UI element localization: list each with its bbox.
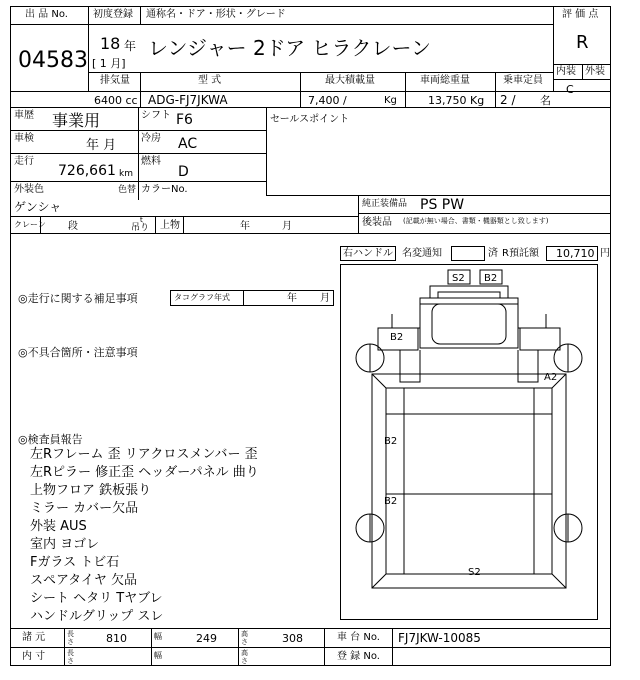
- capacity-label: 乗車定員: [503, 75, 543, 86]
- model-value: ADG-FJ7JKWA: [148, 93, 228, 107]
- equipment-value: PS PW: [420, 197, 465, 213]
- car-name: レンジャー 2ドア ヒラクレーン: [148, 36, 432, 60]
- model-label: 型 式: [198, 75, 222, 86]
- first-reg-year: 18: [100, 34, 121, 53]
- capacity-value: 2 /: [500, 93, 516, 107]
- gross-weight-label: 車両総重量: [420, 75, 470, 86]
- fuel-value: D: [178, 164, 189, 180]
- mileage-value: 726,661: [58, 163, 116, 179]
- displacement-value: 6400 cc: [94, 94, 138, 107]
- driving-notes-label: ◎走行に関する補足事項: [18, 292, 138, 305]
- dimensions-label: 諸 元: [22, 632, 46, 643]
- report-line: 外装 AUS: [30, 519, 87, 534]
- report-line: Fガラス トビ石: [30, 555, 120, 570]
- upper-year-unit: 年: [240, 221, 250, 232]
- car-name-label: 通称名・ドア・形状・グレード: [146, 9, 286, 20]
- name-change-label: 名変通知: [402, 248, 442, 259]
- inner-height-label: 高さ: [241, 649, 248, 665]
- displacement-label: 排気量: [100, 75, 130, 86]
- report-line: 左Rピラー 修正歪 ヘッダーパネル 曲り: [30, 465, 259, 480]
- tachograph-year-unit: 年: [287, 293, 297, 304]
- aftermarket-label: 後装品: [362, 217, 392, 228]
- ac-label: 冷房: [141, 133, 161, 144]
- damage-mark: B2: [384, 436, 398, 447]
- shift-value: F6: [176, 112, 193, 128]
- height-value: 308: [282, 632, 303, 645]
- length-value: 810: [106, 632, 127, 645]
- damage-mark: B2: [484, 273, 498, 284]
- recycle-amount: 10,710: [556, 247, 595, 260]
- sales-point-label: セールスポイント: [270, 114, 350, 125]
- inspection-value: 年 月: [86, 138, 117, 153]
- interior-grade: C: [566, 83, 574, 96]
- interior-grade-label: 内装: [556, 66, 576, 77]
- color-label: 外装色: [14, 184, 44, 195]
- chassis-number: FJ7JKW-10085: [398, 631, 481, 645]
- inspector-report-label: ◎検査員報告: [18, 433, 83, 446]
- report-line: ミラー カバー欠品: [30, 501, 139, 516]
- inner-width-label: 幅: [154, 651, 162, 660]
- color-value: ゲンシャ: [14, 200, 62, 214]
- name-change-done: 済: [488, 248, 498, 259]
- tachograph-month-unit: 月: [320, 293, 330, 304]
- recycle-unit: 円: [600, 248, 610, 259]
- mileage-unit: km: [119, 169, 133, 179]
- damage-mark: S2: [468, 567, 481, 578]
- crane-label: クレーン: [14, 220, 46, 229]
- defects-label: ◎不具合箇所・注意事項: [18, 346, 138, 359]
- grade-label: 評 価 点: [562, 9, 599, 20]
- report-line: 室内 ヨゴレ: [30, 537, 100, 552]
- damage-mark: A2: [544, 372, 558, 383]
- damage-mark: B2: [390, 332, 404, 343]
- right-handle-label: 右ハンドル: [343, 248, 393, 259]
- chassis-label: 車 台 No.: [337, 632, 380, 643]
- first-reg-year-unit: 年: [124, 39, 137, 53]
- truck-damage-diagram: [340, 264, 598, 620]
- aftermarket-note: (記載が無い場合、書類・機器類とし致します): [403, 217, 549, 225]
- exterior-grade-label: 外装: [585, 66, 605, 77]
- report-line: 上物フロア 鉄板張り: [30, 483, 152, 498]
- crane-stage-unit: 段: [68, 221, 78, 232]
- report-line: シート ヘタリ Tヤブレ: [30, 591, 163, 606]
- report-line: 左Rフレーム 歪 リアクロスメンバー 歪: [30, 447, 258, 462]
- lot-no-label: 出 品 No.: [25, 9, 68, 20]
- length-label: 長さ: [67, 630, 74, 646]
- upper-month-unit: 月: [282, 221, 292, 232]
- recycle-label: R預託額: [502, 248, 539, 259]
- max-load-unit: Kg: [384, 95, 397, 106]
- equipment-label: 純正装備品: [362, 199, 408, 209]
- width-label: 幅: [154, 632, 162, 641]
- history-value: 事業用: [52, 111, 101, 130]
- crane-ton-unit: t: [140, 216, 143, 224]
- lot-number: 04583: [18, 48, 88, 73]
- inner-length-label: 長さ: [67, 649, 74, 665]
- name-change-box: [451, 246, 485, 261]
- report-line: ハンドルグリップ スレ: [30, 609, 164, 624]
- color-change-label: 色替: [118, 185, 137, 195]
- inner-dimensions-label: 内 寸: [22, 651, 46, 662]
- overall-grade: R: [576, 32, 589, 53]
- color-no-label: カラーNo.: [141, 184, 188, 195]
- registration-label: 登 録 No.: [337, 651, 380, 662]
- damage-mark: B2: [384, 496, 398, 507]
- height-label: 高さ: [241, 630, 248, 646]
- width-value: 249: [196, 632, 217, 645]
- crane-lift-unit: 吊り: [131, 223, 150, 233]
- upper-body-label: 上物: [160, 220, 180, 231]
- first-reg-month: [ 1 月]: [92, 57, 126, 70]
- max-load-value: 7,400 /: [308, 94, 347, 107]
- mileage-label: 走行: [14, 156, 34, 167]
- fuel-label: 燃料: [141, 156, 161, 167]
- gross-weight-value: 13,750 Kg: [428, 94, 485, 107]
- max-load-label: 最大積載量: [325, 75, 375, 86]
- history-label: 車歴: [14, 110, 34, 121]
- first-reg-label: 初度登録: [93, 9, 133, 20]
- inspection-label: 車検: [14, 133, 34, 144]
- ac-value: AC: [178, 136, 198, 152]
- shift-label: シフト: [141, 110, 171, 121]
- report-line: スペアタイヤ 欠品: [30, 573, 137, 588]
- capacity-unit: 名: [540, 94, 551, 107]
- tachograph-label: タコグラフ年式: [174, 293, 230, 302]
- damage-mark: S2: [452, 273, 465, 284]
